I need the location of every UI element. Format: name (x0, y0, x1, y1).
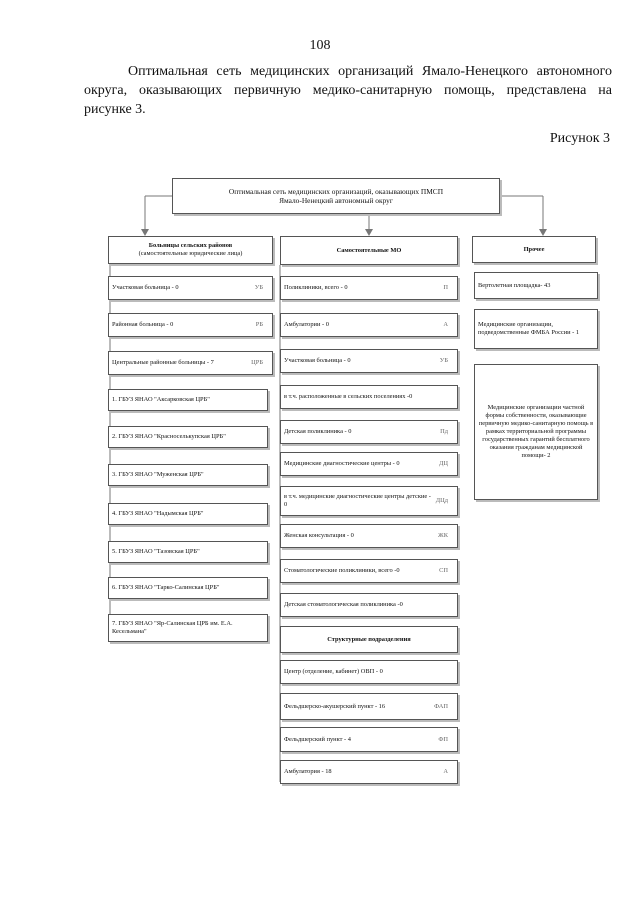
middle-item: Поликлиники, всего - 0 П (280, 276, 458, 300)
left-item: 1. ГБУЗ ЯНАО "Аксарковская ЦРБ" (108, 389, 268, 411)
right-item: Медицинские организации частной формы собственности, оказывающие первичную медико-санитарную помощь в рамках территориальной программы государственных гарантий бесплатного оказания гражданам медицинской помощи- 2 (474, 364, 598, 500)
left-item: 6. ГБУЗ ЯНАО "Тарко-Салинская ЦРБ" (108, 577, 268, 599)
structural-item: Амбулатория - 18 А (280, 760, 458, 784)
middle-item: Детская поликлиника - 0 Пд (280, 420, 458, 444)
structural-item: Фельдшерский пункт - 4 ФП (280, 727, 458, 752)
root-line2: Ямало-Ненецкий автономный округ (279, 196, 393, 205)
right-item: Медицинские организации, подведомственные ФМБА России - 1 (474, 309, 598, 349)
middle-item: в т.ч. расположенные в сельских поселениях -0 (280, 385, 458, 409)
middle-column-header: Самостоятельные МО (280, 236, 458, 265)
middle-item: Детская стоматологическая поликлиника -0 (280, 593, 458, 617)
intro-paragraph: Оптимальная сеть медицинских организаций Ямало-Ненецкого автономного округа, оказывающих первичную медико-санитарную помощь, представлена на рисунке 3. (84, 64, 612, 117)
left-header-subtitle: (самостоятельные юридические лица) (138, 250, 243, 257)
middle-item: Участковая больница - 0 УБ (280, 349, 458, 373)
middle-item: Амбулатории - 0 А (280, 313, 458, 337)
structural-item: Фельдшерско-акушерский пункт - 16 ФАП (280, 693, 458, 720)
middle-item: Женская консультация - 0 ЖК (280, 524, 458, 548)
structural-item: Центр (отделение, кабинет) ОВП - 0 (280, 660, 458, 684)
left-header-title: Больницы сельских районов (148, 242, 233, 249)
left-item: Участковая больница - 0 УБ (108, 276, 273, 300)
left-item: Центральные районные больницы - 7 ЦРБ (108, 351, 273, 375)
root-line1: Оптимальная сеть медицинских организаций, оказывающих ПМСП (228, 187, 444, 196)
right-item: Вертолетная площадка- 43 (474, 272, 598, 299)
left-column-header (108, 236, 273, 264)
left-item: 7. ГБУЗ ЯНАО "Яр-Салинская ЦРБ им. Е.А. Кесельмана" (108, 614, 268, 642)
left-item: 2. ГБУЗ ЯНАО "Красноселькупская ЦРБ" (108, 426, 268, 448)
left-item: 4. ГБУЗ ЯНАО "Надымская ЦРБ" (108, 503, 268, 525)
structural-header: Структурные подразделения (280, 626, 458, 653)
middle-item: Медицинские диагностические центры - 0 ДЦ (280, 452, 458, 476)
root-node (172, 178, 500, 214)
left-item: 5. ГБУЗ ЯНАО "Тазовская ЦРБ" (108, 541, 268, 563)
right-column-header: Прочее (472, 236, 596, 263)
middle-item: в т.ч. медицинские диагностические центры детские - 0 ДЦд (280, 486, 458, 516)
figure-label: Рисунок 3 (549, 131, 610, 146)
middle-item: Стоматологические поликлиники, всего -0 СП (280, 559, 458, 583)
left-item: 3. ГБУЗ ЯНАО "Муженская ЦРБ" (108, 464, 268, 486)
page-number: 108 (309, 38, 331, 53)
left-item: Районная больница - 0 РБ (108, 313, 273, 337)
